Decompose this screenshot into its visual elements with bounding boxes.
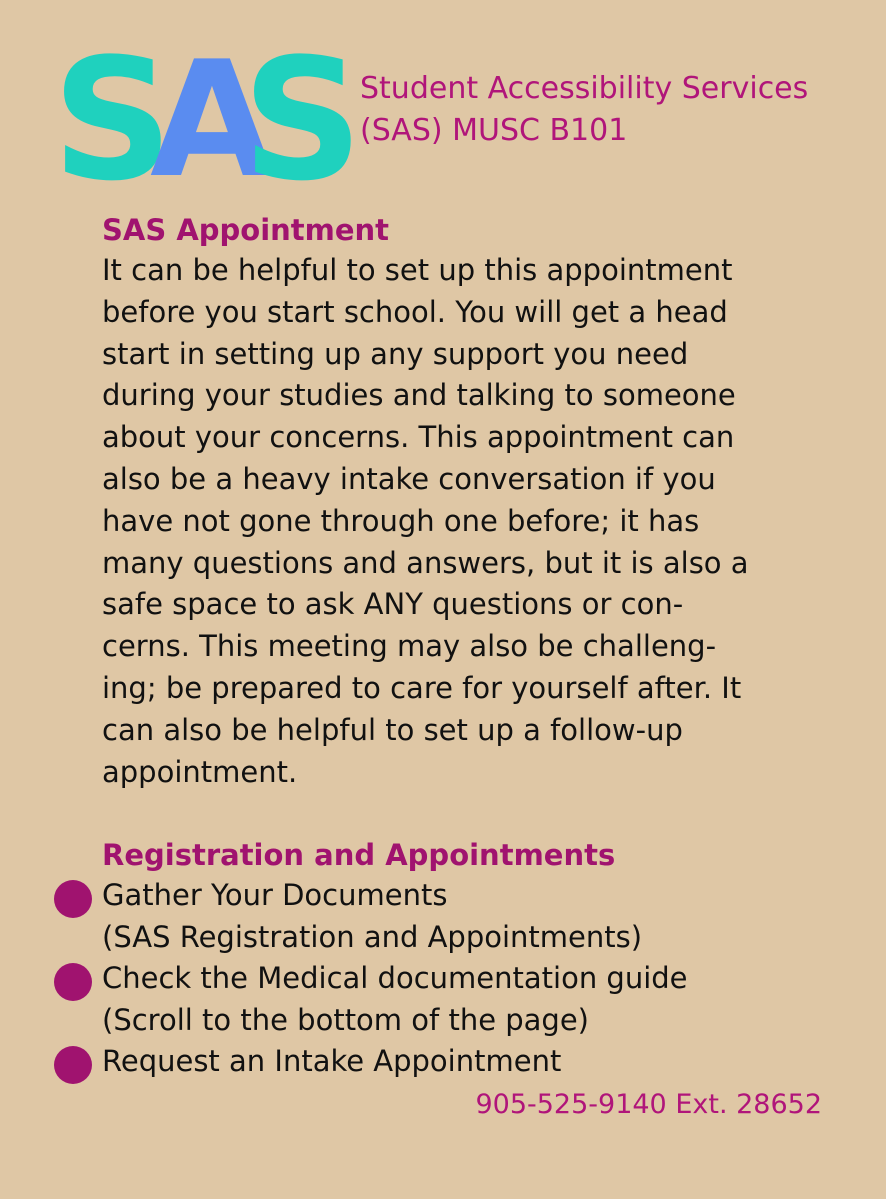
list-item [102, 875, 802, 958]
office-name: Student Accessibility Services [360, 71, 809, 106]
body-line: before you start school. You will get a head [102, 294, 728, 329]
body-line: safe space to ask ANY questions or con- [102, 587, 684, 622]
body-line: start in setting up any support you need [102, 336, 689, 371]
bullet-dot-icon [54, 963, 92, 1001]
body-line: It can be helpful to set up this appointment [102, 253, 733, 287]
body-line: appointment. [102, 754, 298, 789]
list-item-label: Request an Intake Appointment [102, 1044, 562, 1079]
office-location: (SAS) MUSC B101 [360, 113, 628, 148]
list-item [102, 958, 802, 1041]
body-line: many questions and answers, but it is also a [102, 545, 749, 580]
office-header [360, 68, 808, 152]
bullet-dot-icon [54, 1046, 92, 1084]
appointment-body [102, 250, 802, 793]
body-line: also be a heavy intake conversation if you [102, 461, 716, 496]
body-line: ing; be prepared to care for yourself after. It [102, 670, 742, 705]
registration-section [102, 835, 802, 1083]
body-line: can also be helpful to set up a follow-up [102, 712, 683, 747]
registration-heading: Registration and Appointments [102, 838, 616, 873]
main-content [102, 210, 802, 1083]
appointment-heading: SAS Appointment [102, 213, 390, 247]
list-item-sub: (SAS Registration and Appointments) [102, 919, 643, 954]
logo-letter-s2: S [242, 22, 363, 218]
body-line: during your studies and talking to someone [102, 378, 736, 413]
phone-number: 905-525-9140 Ext. 28652 [475, 1089, 822, 1120]
logo-letter-a: A [150, 26, 274, 213]
list-item-label: Check the Medical documentation guide [102, 961, 688, 996]
bullet-dot-icon [54, 880, 92, 918]
list-item-sub: (Scroll to the bottom of the page) [102, 1002, 589, 1037]
list-item-label: Gather Your Documents [102, 878, 448, 913]
sas-logo [52, 22, 363, 218]
body-line: cerns. This meeting may also be challeng- [102, 629, 717, 664]
body-line: have not gone through one before; it has [102, 503, 700, 538]
body-line: about your concerns. This appointment can [102, 420, 735, 455]
registration-list [102, 875, 802, 1083]
list-item [102, 1041, 802, 1083]
logo-letter-s1: S [52, 22, 173, 218]
